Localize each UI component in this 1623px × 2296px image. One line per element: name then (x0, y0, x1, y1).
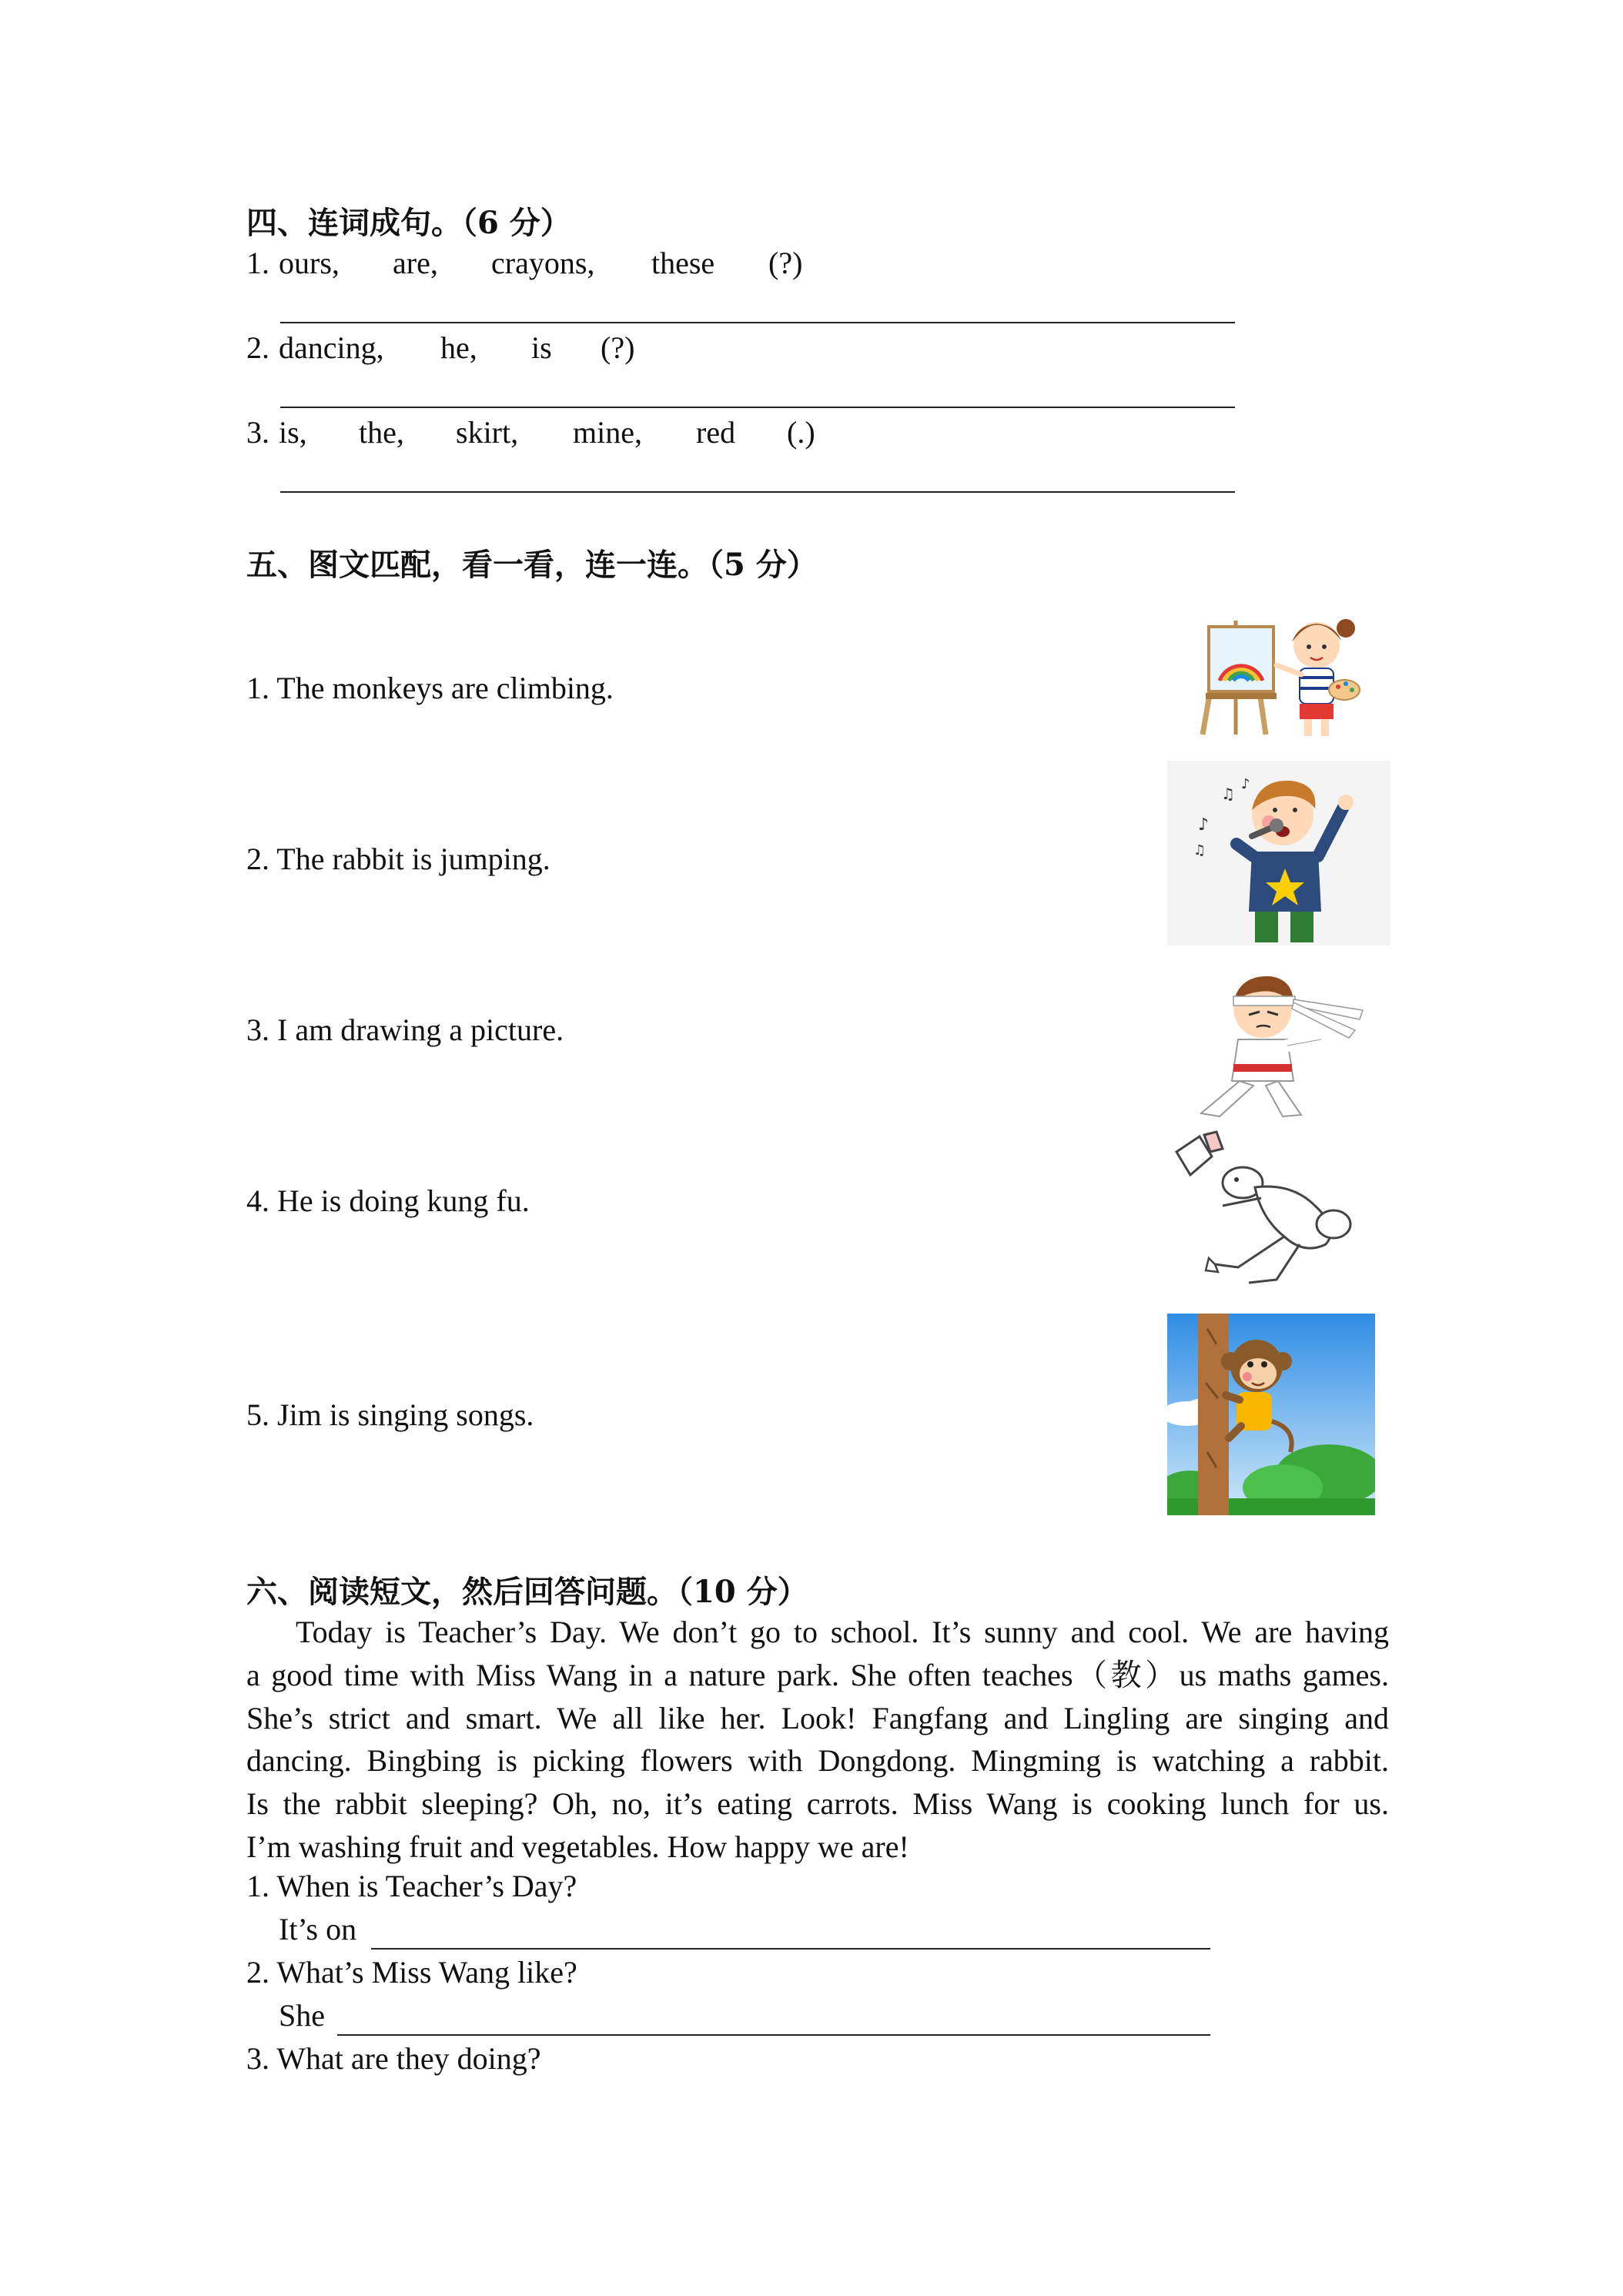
item-number: 2. (246, 330, 269, 365)
answer-prefix-2: She (279, 1998, 325, 2033)
monkey-climbing-picture[interactable] (1167, 1314, 1375, 1515)
section-4-heading: 四、连词成句。（6 分） (246, 205, 571, 241)
answer-prefix-1: It’s on (279, 1912, 357, 1946)
svg-text:♫: ♫ (1193, 842, 1206, 858)
question-1: 1. When is Teacher’s Day? (246, 1869, 577, 1903)
passage-line: a good time with Miss Wang in a nature park. She often teaches（教）us maths games. (246, 1657, 1389, 1692)
word-card: (?) (768, 246, 803, 280)
answer-line[interactable] (371, 1948, 1210, 1950)
question-3: 3. What are they doing? (246, 2041, 541, 2076)
match-sentence-5[interactable]: 5. Jim is singing songs. (246, 1397, 534, 1432)
word-card: is (531, 330, 552, 365)
word-card: ours, (279, 246, 340, 280)
answer-line[interactable] (280, 322, 1235, 323)
svg-text:♪: ♪ (1241, 776, 1250, 792)
item-number: 3. (246, 415, 269, 450)
match-sentence-3[interactable]: 3. I am drawing a picture. (246, 1012, 564, 1047)
passage-line: She’s strict and smart. We all like her. Look! Fangfang and Lingling are singing and (246, 1700, 1389, 1735)
passage-line: Is the rabbit sleeping? Oh, no, it’s eating carrots. Miss Wang is cooking lunch for us. (246, 1786, 1389, 1822)
word-card: he, (440, 330, 477, 365)
question-2: 2. What’s Miss Wang like? (246, 1955, 577, 1990)
word-card: the, (359, 415, 404, 450)
word-card: mine, (573, 415, 642, 450)
passage-line: I’m washing fruit and vegetables. How happy we are! (246, 1829, 909, 1864)
item-number: 1. (246, 246, 269, 280)
answer-line[interactable] (280, 491, 1235, 493)
word-card: (?) (601, 330, 635, 365)
word-card: (.) (787, 415, 815, 450)
passage-line: Today is Teacher’s Day. We don’t go to school. It’s sunny and cool. We are having (296, 1615, 1389, 1649)
boy-singing-picture[interactable] (1167, 761, 1390, 946)
word-card: dancing, (279, 330, 384, 365)
passage-line: dancing. Bingbing is picking flowers with Dongdong. Mingming is watching a rabbit. (246, 1743, 1389, 1779)
match-sentence-2[interactable]: 2. The rabbit is jumping. (246, 842, 550, 876)
jumping-rabbit-picture[interactable] (1169, 1129, 1370, 1289)
word-card: crayons, (491, 246, 595, 280)
word-card: is, (279, 415, 307, 450)
section-5-heading: 五、图文匹配，看一看，连一连。（5 分） (246, 547, 818, 583)
girl-painting-picture[interactable] (1176, 597, 1361, 739)
word-card: skirt, (456, 415, 519, 450)
section-6-heading: 六、阅读短文，然后回答问题。（10 分） (246, 1574, 808, 1610)
reading-passage (246, 1611, 1389, 1869)
svg-text:♫: ♫ (1221, 785, 1235, 803)
match-sentence-1[interactable]: 1. The monkeys are climbing. (246, 671, 614, 705)
word-card: these (651, 246, 715, 280)
svg-text:♪: ♪ (1198, 815, 1210, 835)
answer-line[interactable] (280, 407, 1235, 408)
word-card: are, (393, 246, 438, 280)
answer-line[interactable] (337, 2034, 1210, 2036)
kung-fu-boy-picture[interactable] (1186, 966, 1378, 1118)
match-sentence-4[interactable]: 4. He is doing kung fu. (246, 1183, 530, 1218)
word-card: red (696, 415, 736, 450)
